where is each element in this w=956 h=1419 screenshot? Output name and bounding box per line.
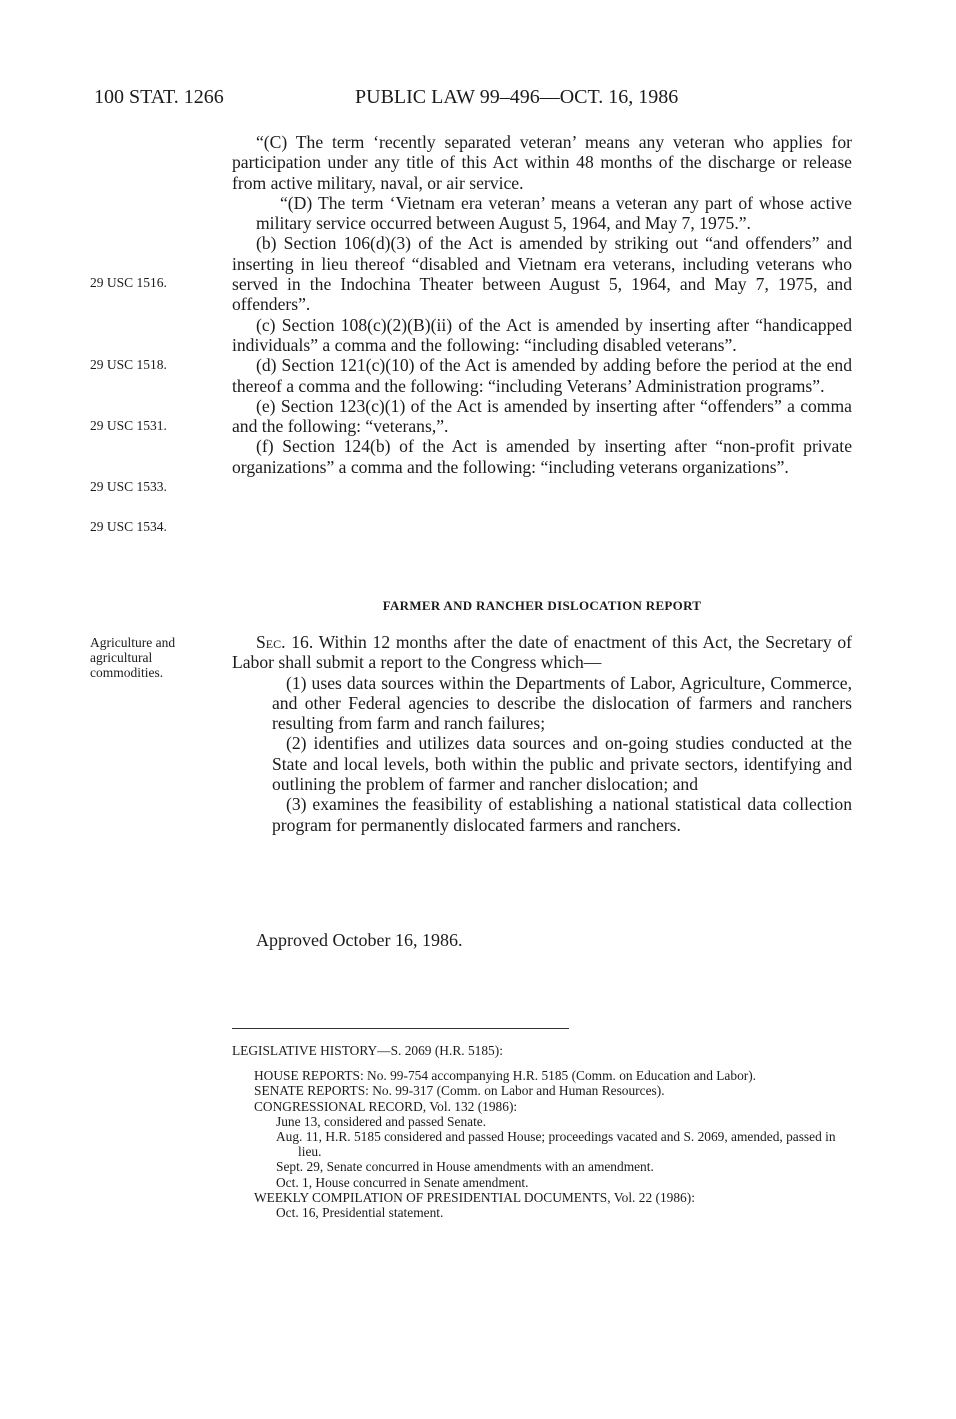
record-sept: Sept. 29, Senate concurred in House amendments with an amendment. — [276, 1159, 654, 1175]
history-title: LEGISLATIVE HISTORY—S. 2069 (H.R. 5185): — [232, 1043, 503, 1058]
divider — [232, 1028, 569, 1029]
amendment-text — [232, 132, 852, 477]
amendment-b: (b) Section 106(d)(3) of the Act is amended by striking out “and offenders” and inserting in lieu thereof “disabled and Vietnam era veterans, including veterans who served in the Indochina Theater between August 5, 1964, and May 7, 1975, and offenders”. — [232, 233, 852, 315]
margin-note-29-usc-1534: 29 USC 1534. — [90, 519, 167, 534]
public-law-title: PUBLIC LAW 99–496—OCT. 16, 1986 — [355, 86, 679, 108]
definition-d — [232, 193, 852, 234]
record-june: June 13, considered and passed Senate. — [276, 1113, 487, 1129]
section-item-1 — [232, 673, 852, 734]
approval-date: Approved October 16, 1986. — [256, 930, 463, 950]
house-reports: HOUSE REPORTS: No. 99-754 accompanying H.R. 5185 (Comm. on Education and Labor). — [254, 1068, 757, 1084]
section-16 — [232, 632, 852, 835]
record-oct: Oct. 1, House concurred in Senate amendment. — [276, 1174, 529, 1190]
margin-note-agriculture: Agriculture and agricultural commodities. — [90, 635, 176, 680]
section-16-intro — [232, 632, 852, 673]
margin-note-29-usc-1533: 29 USC 1533. — [90, 479, 167, 494]
margin-note-29-usc-1518: 29 USC 1518. — [90, 357, 167, 372]
amendment-c: (c) Section 108(c)(2)(B)(ii) of the Act is amended by inserting after “handicapped individuals” a comma and the following: “including disabled veterans”. — [232, 314, 852, 355]
section-item-2-text: (2) identifies and utilizes data sources and on-going studies conducted at the State and local levels, both within the public and private sectors, identifying and outlining the problem of farmer and rancher dislocation; and — [272, 733, 852, 795]
weekly-compilation: WEEKLY COMPILATION OF PRESIDENTIAL DOCUMENTS, Vol. 22 (1986): — [254, 1189, 695, 1205]
definition-d-text: “(D) The term ‘Vietnam era veteran’ means a veteran any part of whose active military service occurred between August 5, 1964, and May 7, 1975.”. — [256, 192, 852, 234]
definition-c: “(C) The term ‘recently separated veteran’ means any veteran who applies for participation under any title of this Act within 48 months of the discharge or release from active military, naval, or air service. — [232, 132, 852, 193]
section-item-2 — [232, 733, 852, 794]
congressional-record: CONGRESSIONAL RECORD, Vol. 132 (1986): — [254, 1098, 518, 1114]
record-aug: Aug. 11, H.R. 5185 considered and passed House; proceedings vacated and S. 2069, amended, passed in lieu. — [276, 1129, 836, 1160]
section-intro-text: 16. Within 12 months after the date of enactment of this Act, the Secretary of Labor shall submit a report to the Congress which— — [232, 632, 852, 673]
amendment-f: (f) Section 124(b) of the Act is amended by inserting after “non-profit private organizations” a comma and the following: “including veterans organizations”. — [232, 436, 852, 477]
senate-reports: SENATE REPORTS: No. 99-317 (Comm. on Labor and Human Resources). — [254, 1083, 665, 1099]
section-item-3-text: (3) examines the feasibility of establishing a national statistical data collection program for permanently dislocated farmers and ranchers. — [272, 794, 852, 835]
spacer — [232, 1058, 852, 1068]
page-citation: 100 STAT. 1266 — [94, 86, 224, 108]
margin-note-29-usc-1516: 29 USC 1516. — [90, 275, 167, 290]
amendment-e: (e) Section 123(c)(1) of the Act is amended by inserting after “offenders” a comma and the following: “veterans,”. — [232, 395, 852, 437]
section-label: Sec. — [256, 632, 286, 652]
section-heading: FARMER AND RANCHER DISLOCATION REPORT — [382, 598, 702, 613]
amendment-d: (d) Section 121(c)(10) of the Act is amended by adding before the period at the end thereof a comma and the following: “including Veterans’ Administration programs”. — [232, 355, 852, 396]
section-item-3 — [232, 794, 852, 835]
legislative-history — [232, 1043, 852, 1220]
margin-note-29-usc-1531: 29 USC 1531. — [90, 418, 167, 433]
weekly-oct: Oct. 16, Presidential statement. — [276, 1205, 444, 1221]
section-item-1-text: (1) uses data sources within the Departments of Labor, Agriculture, Commerce, and other Federal agencies to describe the dislocation of farmers and ranchers resulting from farm and ranch failures; — [272, 672, 852, 734]
